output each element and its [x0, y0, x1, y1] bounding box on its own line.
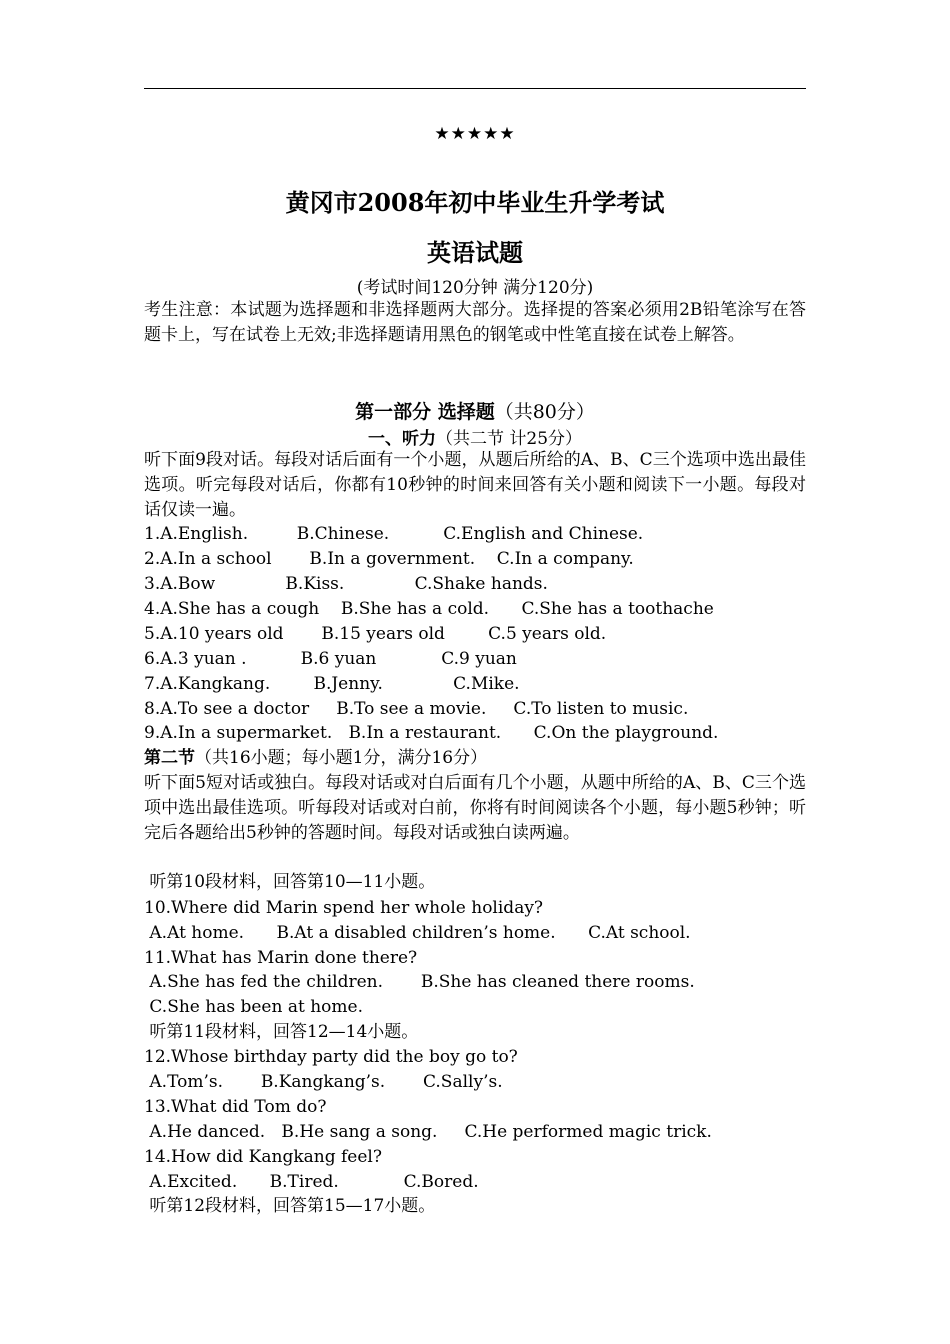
material-line: 听第10段材料，回答第10—11小题。: [144, 872, 436, 892]
exam-title: 黄冈市2008年初中毕业生升学考试: [285, 188, 665, 217]
question-line: 14.How did Kangkang feel?: [144, 1147, 382, 1167]
question-line: 1.A.English. B.Chinese. C.English and Chinese.: [144, 524, 644, 544]
header-rule: [144, 88, 806, 89]
question-line: 5.A.10 years old B.15 years old C.5 years old.: [144, 624, 607, 644]
options-line: C.She has been at home.: [144, 997, 363, 1017]
options-line: A.He danced. B.He sang a song. C.He performed magic trick.: [144, 1122, 712, 1142]
material-line: 听第12段材料，回答第15—17小题。: [144, 1196, 436, 1216]
options-line: A.At home. B.At a disabled children’s home. C.At school.: [144, 923, 691, 943]
section2-heading-rest: （共16小题；每小题1分，满分16分）: [195, 748, 488, 768]
section1-instructions: 听下面9段对话。每段对话后面有一个小题，从题后所给的A、B、C三个选项中选出最佳选项。听完每段对话后，你都有10秒钟的时间来回答有关小题和阅读下一小题。每段对话仅读一遍。: [144, 450, 806, 520]
section2-instructions: 听下面5短对话或独白。每段对话或对白后面有几个小题，从题中所给的A、B、C三个选项中选出最佳选项。听每段对话或对白前，你将有时间阅读各个小题，每小题5秒钟；听完后各题给出5秒钟的答题时间。每段对话或独白读两遍。: [144, 773, 806, 843]
options-line: A.Excited. B.Tired. C.Bored.: [144, 1172, 479, 1192]
part1-heading-bold: 第一部分 选择题: [355, 401, 495, 423]
notice-paragraph: 考生注意：本试题为选择题和非选择题两大部分。选择提的答案必须用2B铅笔涂写在答题卡上，写在试卷上无效;非选择题请用黑色的钢笔或中性笔直接在试卷上解答。: [144, 300, 806, 345]
question-line: 9.A.In a supermarket. B.In a restaurant. C.On the playground.: [144, 723, 719, 743]
question-line: 8.A.To see a doctor B.To see a movie. C.To listen to music.: [144, 699, 689, 719]
question-line: 13.What did Tom do?: [144, 1097, 327, 1117]
part1-heading-rest: （共80分）: [494, 401, 595, 423]
section1-heading-bold: 一、听力: [367, 429, 436, 449]
exam-info: (考试时间120分钟 满分120分): [356, 278, 594, 298]
question-line: 10.Where did Marin spend her whole holiday?: [144, 898, 544, 918]
part1-heading: [0, 397, 950, 424]
question-line: 7.A.Kangkang. B.Jenny. C.Mike.: [144, 674, 520, 694]
question-line: 6.A.3 yuan . B.6 yuan C.9 yuan: [144, 649, 517, 669]
exam-subtitle: 英语试题: [427, 238, 523, 267]
section1-heading-rest: （共二节 计25分）: [435, 429, 583, 449]
rating-stars: ★★★★★: [434, 124, 516, 144]
section1-heading: [0, 424, 950, 449]
options-line: A.She has fed the children. B.She has cleaned there rooms.: [144, 972, 695, 992]
question-line: 3.A.Bow B.Kiss. C.Shake hands.: [144, 574, 548, 594]
question-line: 4.A.She has a cough B.She has a cold. C.She has a toothache: [144, 599, 714, 619]
material-line: 听第11段材料，回答12—14小题。: [144, 1022, 419, 1042]
question-line: 2.A.In a school B.In a government. C.In a company.: [144, 549, 634, 569]
question-line: 12.Whose birthday party did the boy go to?: [144, 1047, 518, 1067]
question-line: 11.What has Marin done there?: [144, 948, 418, 968]
section2-heading: [144, 746, 806, 771]
section2-heading-bold: 第二节: [144, 748, 195, 768]
options-line: A.Tom’s. B.Kangkang’s. C.Sally’s.: [144, 1072, 503, 1092]
